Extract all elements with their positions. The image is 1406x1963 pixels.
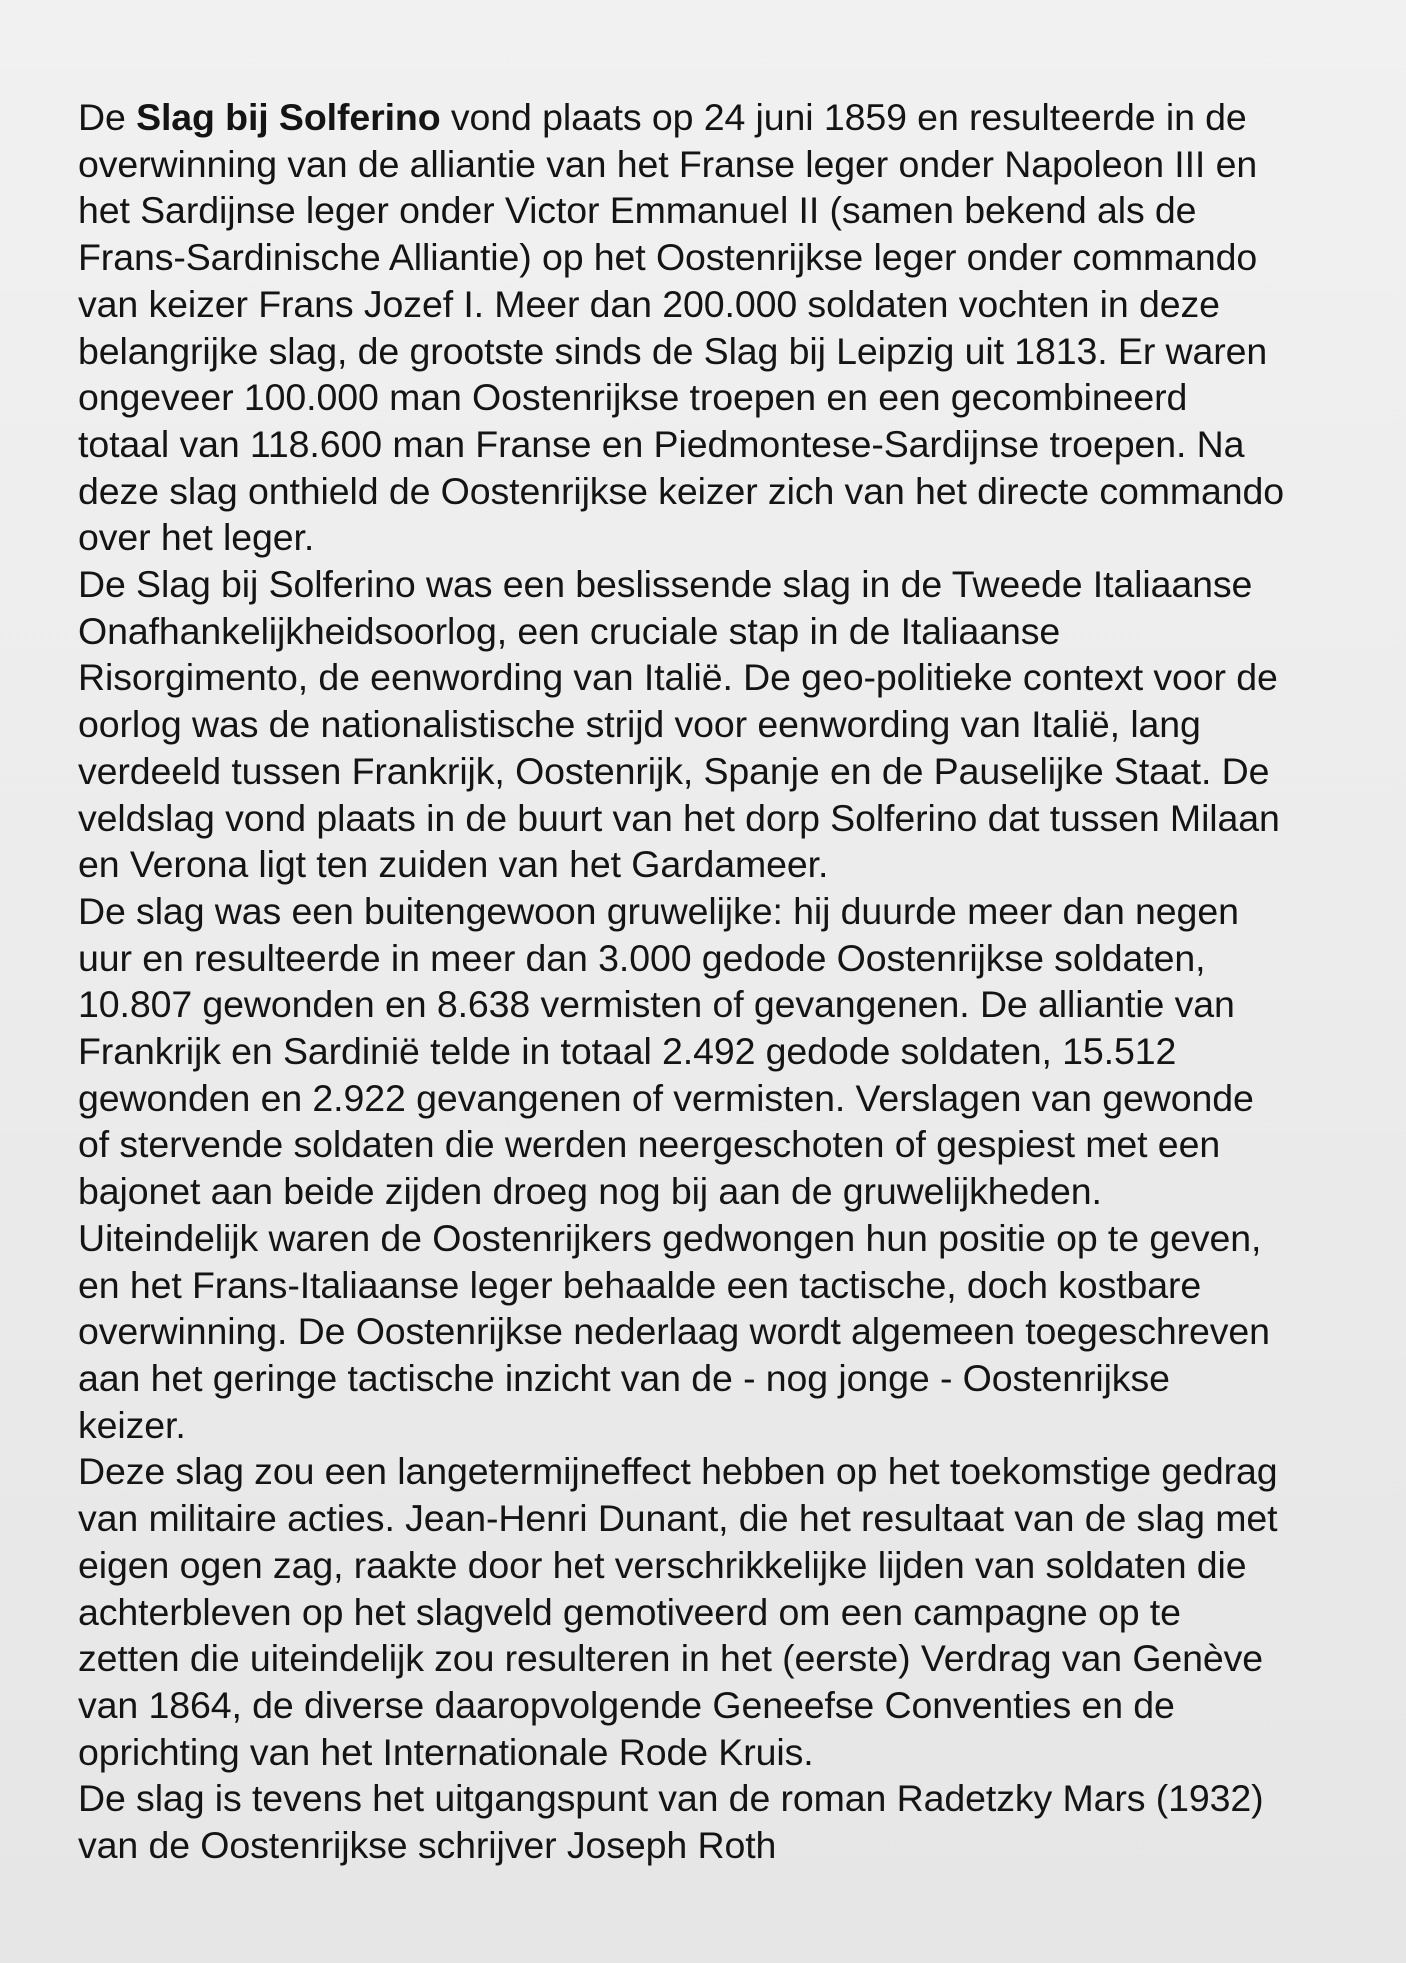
text-line: Frankrijk en Sardinië telde in totaal 2.492 gedode soldaten, 15.512 — [78, 1030, 1177, 1073]
text-line: bajonet aan beide zijden droeg nog bij aan de gruwelijkheden. — [78, 1170, 1102, 1213]
text-line: oorlog was de nationalistische strijd voor eenwording van Italië, lang — [78, 703, 1201, 746]
text-line: overwinning van de alliantie van het Franse leger onder Napoleon III en — [78, 142, 1258, 185]
text-line: en Verona ligt ten zuiden van het Gardameer. — [78, 843, 829, 886]
text-line: De Slag bij Solferino was een beslissende slag in de Tweede Italiaanse — [78, 563, 1253, 606]
text-line: en het Frans-Italiaanse leger behaalde een tactische, doch kostbare — [78, 1263, 1202, 1306]
text-line — [78, 94, 1368, 141]
text-line: of stervende soldaten die werden neergeschoten of gespiest met een — [78, 1123, 1221, 1166]
intro-suffix: vond plaats op 24 juni 1859 en resulteerde in de — [440, 96, 1247, 138]
bold-title: Slag bij Solferino — [136, 96, 441, 138]
intro-prefix: De — [78, 96, 137, 138]
text-line: De slag is tevens het uitgangspunt van de roman Radetzky Mars (1932) — [78, 1777, 1264, 1820]
text-line: eigen ogen zag, raakte door het verschrikkelijke lijden van soldaten die — [78, 1543, 1247, 1586]
text-line: uur en resulteerde in meer dan 3.000 gedode Oostenrijkse soldaten, — [78, 936, 1206, 979]
text-line: totaal van 118.600 man Franse en Piedmontese-Sardijnse troepen. Na — [78, 422, 1245, 465]
text-line: oprichting van het Internationale Rode Kruis. — [78, 1730, 814, 1773]
text-line: Deze slag zou een langetermijneffect hebben op het toekomstige gedrag — [78, 1450, 1278, 1493]
text-line: van keizer Frans Jozef I. Meer dan 200.000 soldaten vochten in deze — [78, 282, 1220, 325]
text-line: belangrijke slag, de grootste sinds de Slag bij Leipzig uit 1813. Er waren — [78, 329, 1268, 372]
text-line: verdeeld tussen Frankrijk, Oostenrijk, Spanje en de Pauselijke Staat. De — [78, 749, 1270, 792]
text-line: Onafhankelijkheidsoorlog, een cruciale stap in de Italiaanse — [78, 609, 1061, 652]
text-line: 10.807 gewonden en 8.638 vermisten of gevangenen. De alliantie van — [78, 983, 1235, 1026]
article-text — [78, 94, 1368, 1869]
text-line: van 1864, de diverse daaropvolgende Geneefse Conventies en de — [78, 1683, 1175, 1726]
text-line: zetten die uiteindelijk zou resulteren in het (eerste) Verdrag van Genève — [78, 1637, 1264, 1680]
text-line: gewonden en 2.922 gevangenen of vermisten. Verslagen van gewonde — [78, 1076, 1254, 1119]
text-line: ongeveer 100.000 man Oostenrijkse troepen en een gecombineerd — [78, 376, 1188, 419]
text-line: keizer. — [78, 1403, 186, 1446]
text-line: Risorgimento, de eenwording van Italië. De geo-politieke context voor de — [78, 656, 1278, 699]
text-line: Frans-Sardinische Alliantie) op het Oostenrijkse leger onder commando — [78, 236, 1258, 279]
text-line: achterbleven op het slagveld gemotiveerd om een campagne op te — [78, 1590, 1181, 1633]
text-line: overwinning. De Oostenrijkse nederlaag wordt algemeen toegeschreven — [78, 1310, 1270, 1353]
text-line: het Sardijnse leger onder Victor Emmanuel II (samen bekend als de — [78, 189, 1197, 232]
text-line: De slag was een buitengewoon gruwelijke: hij duurde meer dan negen — [78, 889, 1239, 932]
text-line: over het leger. — [78, 516, 315, 559]
text-line: van militaire acties. Jean-Henri Dunant, die het resultaat van de slag met — [78, 1497, 1278, 1540]
text-line: veldslag vond plaats in de buurt van het dorp Solferino dat tussen Milaan — [78, 796, 1280, 839]
text-line: van de Oostenrijkse schrijver Joseph Roth — [78, 1824, 777, 1867]
text-line: Uiteindelijk waren de Oostenrijkers gedwongen hun positie op te geven, — [78, 1216, 1262, 1259]
text-line: deze slag onthield de Oostenrijkse keizer zich van het directe commando — [78, 469, 1285, 512]
text-line: aan het geringe tactische inzicht van de - nog jonge - Oostenrijkse — [78, 1356, 1170, 1399]
